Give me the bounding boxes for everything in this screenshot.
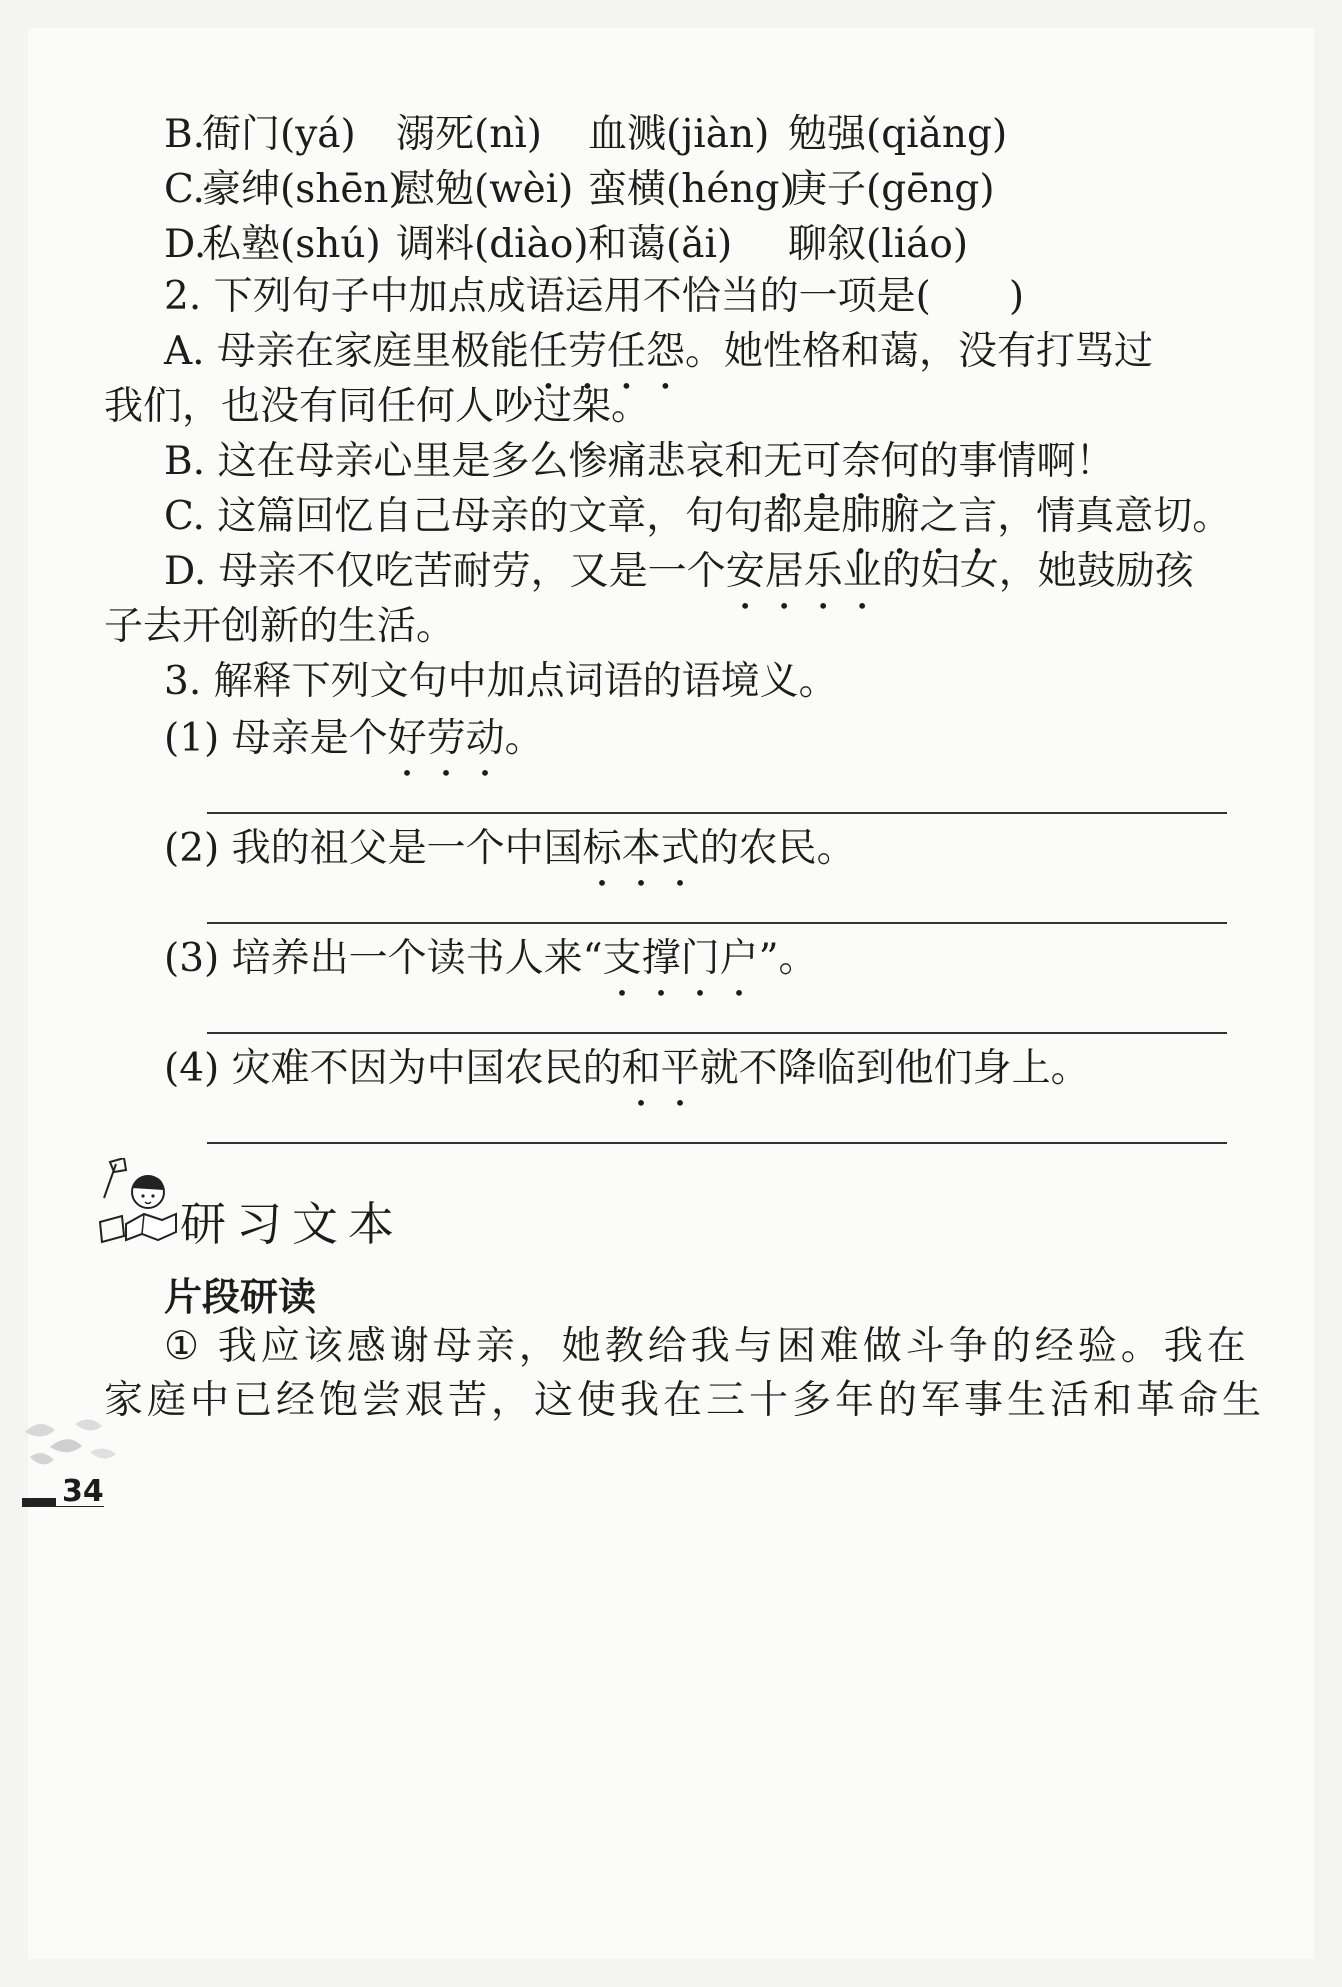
- question-3-item-2: [164, 824, 856, 895]
- pinyin-item: 庚子(gēng): [788, 167, 995, 212]
- answer-line-4[interactable]: [207, 1142, 1227, 1144]
- question-2-option-d-line2: 子去开创新的生活。: [104, 604, 456, 649]
- item-2-text-pre: (2) 我的祖父是一个中国: [164, 826, 583, 871]
- passage-line-1: ① 我应该感谢母亲，她教给我与困难做斗争的经验。我在: [164, 1325, 1250, 1368]
- item-2-dotted-word: 标本式: [582, 826, 700, 871]
- question-2-option-a-line2: 我们，也没有同任何人吵过架。: [104, 384, 651, 429]
- option-b-text-pre: B. 这在母亲心里是多么惨痛悲哀和: [164, 439, 764, 484]
- option-c-dotted-idiom: 肺腑之言: [841, 494, 998, 539]
- answer-line-1[interactable]: [207, 812, 1227, 814]
- item-3-text-post: ”。: [758, 936, 818, 981]
- question-3-item-3: [164, 934, 818, 1005]
- reading-child-icon: [96, 1158, 182, 1244]
- subsection-title: 片段研读: [164, 1275, 317, 1319]
- pinyin-item: 聊叙(liáo): [788, 222, 969, 267]
- pinyin-item: 私塾(shú): [202, 222, 381, 267]
- option-a-dotted-idiom: 任劳任怨: [528, 329, 685, 374]
- item-1-text-pre: (1) 母亲是个: [164, 716, 388, 761]
- pinyin-item: 溺死(nì): [396, 112, 543, 157]
- page-number: 34: [62, 1474, 104, 1509]
- item-3-dotted-word: 支撑门户: [602, 936, 759, 981]
- item-4-dotted-word: 和平: [621, 1046, 700, 1091]
- option-a-text-post: 。她性格和蔼，没有打骂过: [684, 329, 1153, 374]
- question-3-item-1: [164, 714, 544, 785]
- option-d-text-post: 的妇女，她鼓励孩: [881, 549, 1194, 594]
- option-b-text-post: 的事情啊！: [919, 439, 1115, 484]
- pinyin-item: 慰勉(wèi): [396, 167, 574, 212]
- question-3-stem: 3. 解释下列文句中加点词语的语境义。: [164, 659, 838, 704]
- pinyin-item: 和蔼(ǎi): [588, 222, 733, 267]
- question-3-item-4: [164, 1044, 1090, 1115]
- passage-line-2: 家庭中已经饱尝艰苦，这使我在三十多年的军事生活和革命生: [104, 1379, 1266, 1422]
- answer-line-3[interactable]: [207, 1032, 1227, 1034]
- item-4-text-post: 就不降临到他们身上。: [699, 1046, 1090, 1091]
- pinyin-item: 勉强(qiǎng): [788, 112, 1008, 157]
- option-d-dotted-idiom: 安居乐业: [725, 549, 882, 594]
- item-1-text-post: 。: [504, 716, 544, 761]
- pinyin-item: 调料(diào): [396, 222, 589, 267]
- item-1-dotted-word: 好劳动: [387, 716, 505, 761]
- item-2-text-post: 的农民。: [699, 826, 856, 871]
- option-d-text-pre: D. 母亲不仅吃苦耐劳，又是一个: [164, 549, 726, 594]
- option-label: B.: [164, 112, 206, 157]
- page-number-bar: [22, 1498, 56, 1506]
- option-a-text-pre: A. 母亲在家庭里极能: [164, 329, 529, 374]
- pinyin-item: 豪绅(shēn): [202, 167, 404, 212]
- pinyin-item: 衙门(yá): [202, 112, 356, 157]
- leaf-decoration-icon: [20, 1412, 120, 1482]
- option-label: D.: [164, 222, 207, 267]
- answer-line-2[interactable]: [207, 922, 1227, 924]
- option-b-dotted-idiom: 无可奈何: [763, 439, 920, 484]
- item-3-text-pre: (3) 培养出一个读书人来“: [164, 936, 603, 981]
- option-c-text-pre: C. 这篇回忆自己母亲的文章，句句都是: [164, 494, 842, 539]
- section-title: 研习文本: [180, 1197, 404, 1251]
- pinyin-item: 血溅(jiàn): [588, 112, 770, 157]
- question-2-stem: 2. 下列句子中加点成语运用不恰当的一项是( ): [164, 274, 1025, 319]
- pinyin-item: 蛮横(héng): [588, 167, 795, 212]
- option-c-text-post: ，情真意切。: [997, 494, 1232, 539]
- item-4-text-pre: (4) 灾难不因为中国农民的: [164, 1046, 622, 1091]
- option-label: C.: [164, 167, 205, 212]
